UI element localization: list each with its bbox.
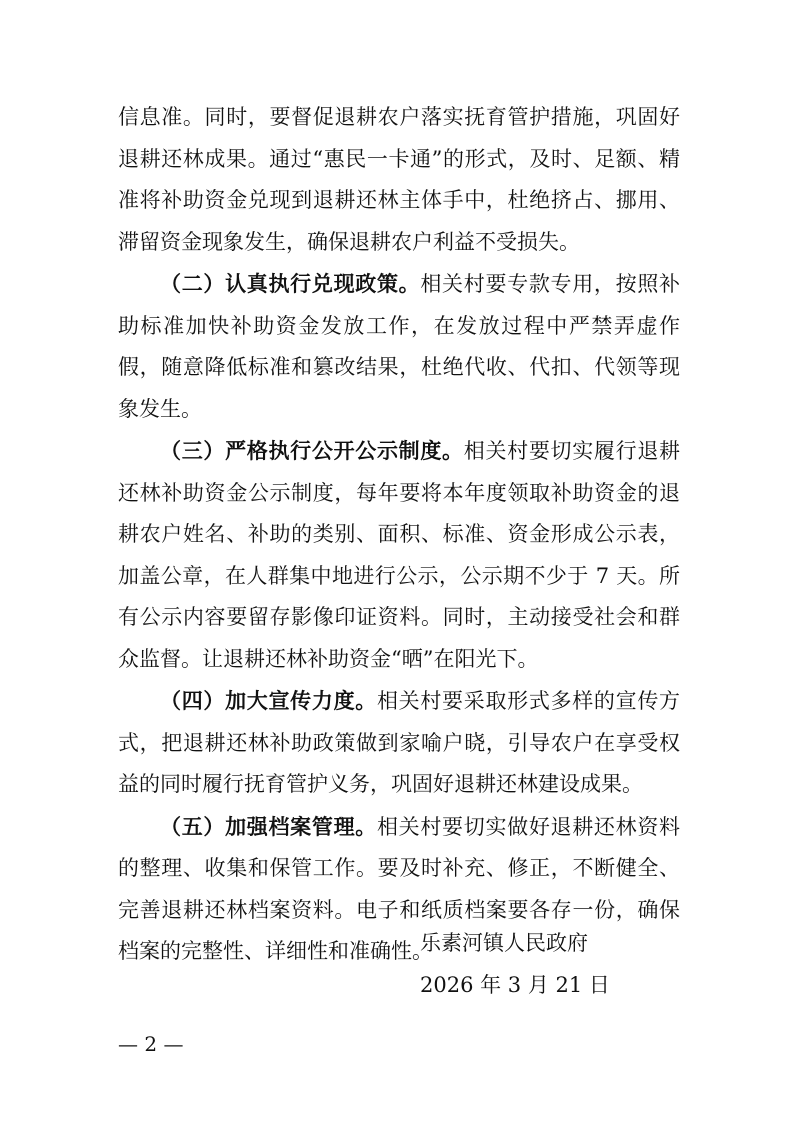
paragraph-text: 信息准。同时，要督促退耕农户落实抚育管护措施，巩固好退耕还林成果。通过“惠民一卡通”的形式，及时、足额、精准将补助资金兑现到退耕还林主体手中，杜绝挤占、挪用、滞留资金现象发生，确保退耕农户利益不受损失。: [118, 105, 680, 254]
paragraph-text: 相关村要专款专用，按照补助标准加快补助资金发放工作，在发放过程中严禁弄虚作假，随意降低标准和篡改结果，杜绝代收、代扣、代领等现象发生。: [118, 272, 681, 421]
signature-organization: 乐素河镇人民政府: [420, 931, 588, 955]
paragraph-text: 相关村要切实履行退耕还林补助资金公示制度，每年要将本年度领取补助资金的退耕农户姓名、补助的类别、面积、标准、资金形成公示表，加盖公章，在人群集中地进行公示，公示期不少于 7 天。所有公示内容要留存影像印证资料。同时，主动接受社会和群众监督。让退耕还林补助资金“晒”在阳光下。: [118, 439, 681, 671]
paragraph-text: 相关村要采取形式多样的宣传方式，把退耕还林补助政策做到家喻户晓，引导农户在享受权益的同时履行抚育管护义务，巩固好退耕还林建设成果。: [118, 689, 681, 796]
signature-date: 2026 年 3 月 21 日: [420, 973, 610, 997]
paragraph-section-2: [118, 263, 680, 430]
section-heading: （二）认真执行兑现政策。: [160, 271, 421, 296]
paragraph-section-4: [118, 680, 680, 806]
paragraph-section-3: [118, 430, 680, 680]
document-body: [118, 97, 680, 973]
signature-block: [420, 922, 610, 1006]
section-heading: （三）严格执行公开公示制度。: [160, 438, 464, 463]
section-heading: （四）加大宣传力度。: [160, 688, 377, 713]
paragraph-continuation: [118, 97, 680, 263]
section-heading: （五）加强档案管理。: [160, 813, 377, 839]
page-number: — 2 —: [118, 1032, 184, 1056]
paragraph-text: 相关村要切实做好退耕还林资料的整理、收集和保管工作。要及时补充、修正，不断健全、完善退耕还林档案资料。电子和纸质档案要各存一份，确保档案的完整性、详细性和准确性。: [118, 814, 681, 963]
